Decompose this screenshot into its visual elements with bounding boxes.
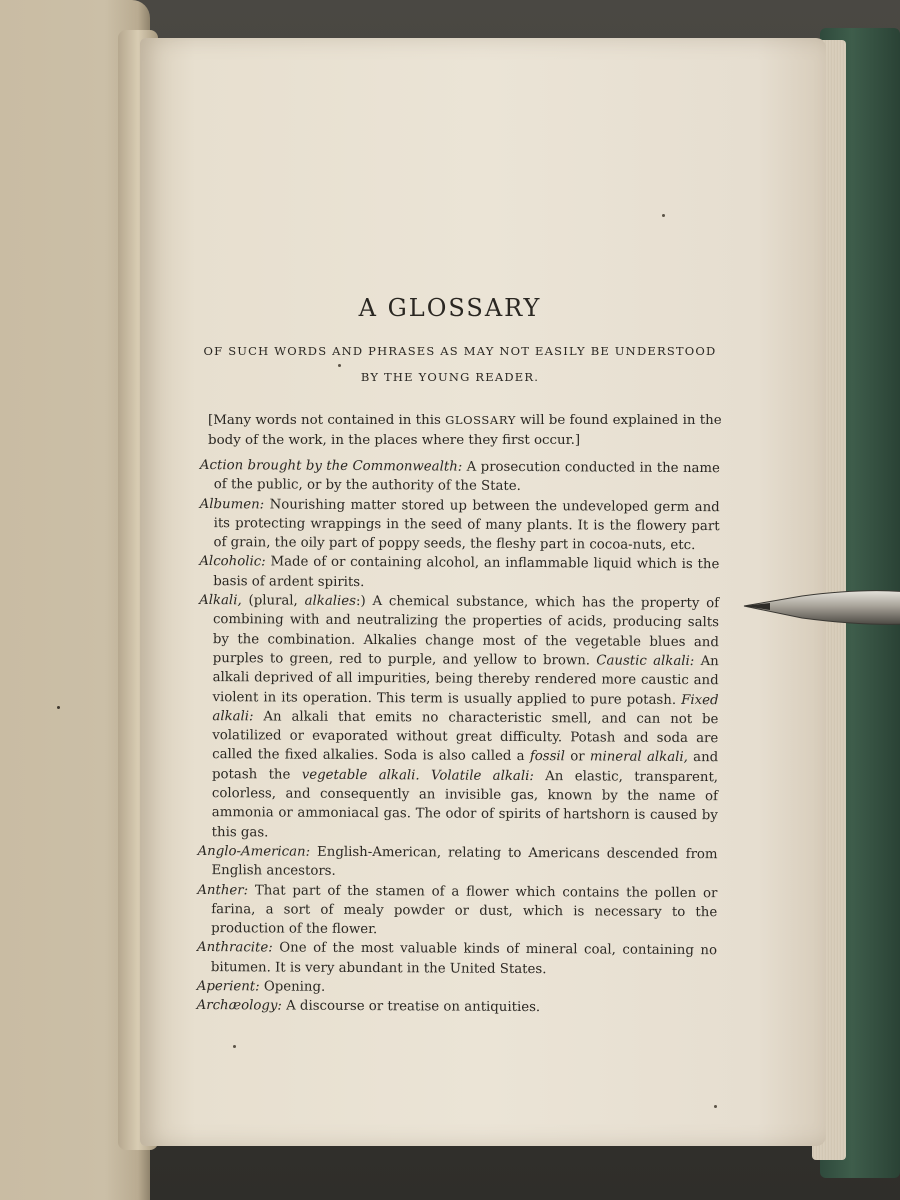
subtitle-line-2: BY THE YOUNG READER. <box>360 370 540 384</box>
paper-speck <box>233 1045 236 1048</box>
entry-definition-part: or <box>564 749 590 765</box>
glossary-entry <box>197 996 717 1018</box>
entry-definition-italic: fossil <box>529 749 565 765</box>
entry-definition: English-American, relating to Americans descended from English ancestors. <box>211 844 718 880</box>
intro-note <box>208 410 728 451</box>
entry-definition: Made of or containing alcohol, an inflammable liquid which is the basis of ardent spirits. <box>213 554 720 590</box>
intro-text-after: will be found explained in the body of the work, in the places where they first occur.] <box>208 413 722 448</box>
entry-definition-part: (plural, <box>241 593 305 609</box>
entry-term: Alkali, <box>199 593 242 609</box>
entry-definition-part: and potash the <box>212 750 719 783</box>
entry-definition-italic: Volatile alkali: <box>431 768 534 784</box>
page-title: A GLOSSARY <box>358 294 542 322</box>
glossary-entry <box>197 842 717 884</box>
subtitle-line-1: OF SUCH WORDS AND PHRASES AS MAY NOT EASILY BE UNDERSTOOD <box>203 344 717 358</box>
entry-definition: Nourishing matter stored up between the undeveloped germ and its protecting wrappings in the seed of many plants. It is the flowery part of grain, the oily part of poppy seeds, the fleshy part in cocoa-nuts, etc. <box>213 496 720 554</box>
glossary-entry <box>199 552 719 594</box>
entry-definition-italic: alkalies <box>304 593 357 610</box>
entry-definition-part <box>420 768 431 783</box>
entry-definition-part: An alkali that emits no characteristic smell, and can not be volatilized or evaporated without great difficulty. Potash and soda are called the fixed alkalies. Soda is also called a <box>212 709 719 765</box>
entry-term: Anglo-American: <box>197 843 311 860</box>
entry-definition: A discourse or treatise on antiquities. <box>281 998 541 1016</box>
entry-term: Albumen: <box>199 496 265 512</box>
entry-definition: Opening. <box>259 979 326 995</box>
entry-definition-part: An elastic, transparent, colorless, and consequently an invisible gas, known by the name of ammonia or ammoniacal gas. The odor of spirits of hartshorn is caused by this gas. <box>211 768 719 841</box>
glossary-entry <box>197 938 717 980</box>
entry-term: Aperient: <box>196 979 260 995</box>
paper-speck <box>662 214 665 217</box>
paper-speck <box>714 1105 717 1108</box>
intro-smallcaps: GLOSSARY <box>445 413 516 427</box>
entry-term: Anthracite: <box>196 940 273 956</box>
entry-term: Archæology: <box>196 998 282 1014</box>
entry-definition: A prosecution conducted in the name of the public, or by the authority of the State. <box>213 459 720 495</box>
glossary-entry <box>197 881 717 942</box>
entry-definition-italic: Fixed alkali: <box>212 692 719 725</box>
entry-definition: One of the most valuable kinds of mineral coal, containing no bitumen. It is very abundant in the United States. <box>210 940 718 977</box>
entry-definition-italic: mineral alkali, <box>589 749 688 766</box>
paper-speck <box>338 364 341 367</box>
glossary-entry <box>198 591 720 845</box>
pen-pointer <box>742 590 900 634</box>
entry-definition-italic: Caustic alkali: <box>596 653 695 669</box>
entry-definition-italic: vegetable alkali. <box>301 767 420 784</box>
entry-term: Anther: <box>197 882 249 898</box>
entry-definition: That part of the stamen of a flower which contains the pollen or farina, a sort of mealy powder or dust, which is necessary to the production of the flower. <box>211 882 718 938</box>
entry-definition-part: :) A chemical substance, which has the property of combining with and neutralizing the properties of acids, producing salts by the combination. Alkalies change most of the vegetable blues and purples to green, red to purple, and yellow to brown. <box>212 594 720 669</box>
entry-term: Action brought by the Commonwealth: <box>199 457 463 475</box>
entry-definition-part: An alkali deprived of all impurities, being thereby rendered more caustic and violent in its operation. This term is usually applied to pure potash. <box>212 653 719 708</box>
glossary-entry <box>199 495 719 556</box>
glossary-entry <box>200 456 720 498</box>
entry-term: Alcoholic: <box>199 554 266 570</box>
paper-speck <box>57 706 60 709</box>
glossary-entries <box>197 456 720 1019</box>
intro-text-before: [Many words not contained in this <box>208 413 446 428</box>
